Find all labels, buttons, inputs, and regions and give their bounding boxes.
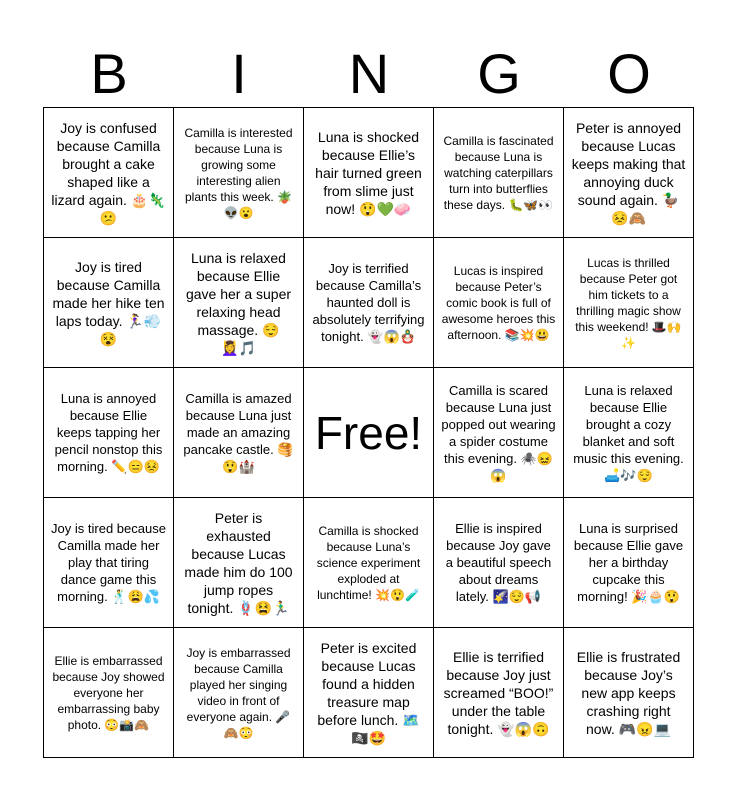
bingo-cell[interactable]: [174, 238, 304, 368]
bingo-cell-text: Joy is embarrassed because Camilla played her singing video in front of everyone again. 🎤🙈😳: [186, 645, 291, 740]
bingo-cell[interactable]: [44, 498, 174, 628]
bingo-cell-text: Joy is terrified because Camilla’s haunted doll is absolutely terrifying tonight. 👻😱🪆: [312, 261, 425, 344]
bingo-cell-text: Luna is relaxed because Ellie brought a cozy blanket and soft music this evening. 🛋️🎶😌: [573, 382, 684, 483]
bingo-cell[interactable]: [434, 238, 564, 368]
header-letter-g: G: [477, 42, 521, 105]
header-letter-b: B: [90, 42, 128, 105]
bingo-cell-text: Luna is relaxed because Ellie gave her a super relaxing head massage. 😌💆‍♀️🎵: [185, 249, 292, 356]
bingo-card-grid: [43, 107, 694, 758]
bingo-cell-text: Camilla is scared because Luna just popped out wearing a spider costume this evening. 🕷️😖😱: [441, 382, 556, 483]
bingo-cell[interactable]: [44, 108, 174, 238]
bingo-cell[interactable]: [304, 628, 434, 758]
bingo-cell[interactable]: [564, 498, 694, 628]
bingo-cell-text: Ellie is terrified because Joy just screamed “BOO!” under the table tonight. 👻😱🙃: [443, 648, 554, 737]
bingo-cell-text: Camilla is shocked because Luna’s science experiment exploded at lunchtime! 💥😲🧪: [316, 523, 421, 602]
bingo-cell-text: Joy is tired because Camilla made her play that tiring dance game this morning. 🕺😩💦: [51, 521, 166, 604]
bingo-cell[interactable]: [304, 238, 434, 368]
bingo-cell-text: Ellie is embarrassed because Joy showed everyone her embarrassing baby photo. 😳📸🙈: [52, 653, 165, 732]
bingo-cell-text: Luna is surprised because Ellie gave her a birthday cupcake this morning! 🎉🧁😲: [573, 521, 684, 604]
bingo-cell[interactable]: [44, 628, 174, 758]
bingo-cell[interactable]: [304, 108, 434, 238]
bingo-cell[interactable]: [434, 628, 564, 758]
free-space[interactable]: [304, 368, 434, 498]
header-letter-i: I: [231, 42, 247, 105]
bingo-cell-text: Peter is excited because Lucas found a hidden treasure map before lunch. 🗺️🏴‍☠️🤩: [317, 639, 420, 746]
bingo-cell-text: Lucas is inspired because Peter’s comic book is full of awesome heroes this afternoon. 📚💥😃: [441, 263, 556, 342]
bingo-cell-text: Camilla is amazed because Luna just made an amazing pancake castle. 🥞😲🏰: [183, 391, 294, 474]
free-space-label: Free!: [314, 406, 423, 459]
bingo-cell-text: Joy is tired because Camilla made her hike ten laps today. 🏃‍♀️💨😵: [52, 258, 165, 347]
bingo-cell[interactable]: [174, 498, 304, 628]
bingo-cell-text: Camilla is interested because Luna is growing some interesting alien plants this week. 🪴👽😮: [184, 125, 293, 220]
bingo-cell[interactable]: [564, 368, 694, 498]
bingo-cell[interactable]: [434, 498, 564, 628]
bingo-cell[interactable]: [564, 108, 694, 238]
bingo-cell[interactable]: [564, 628, 694, 758]
bingo-cell-text: Camilla is fascinated because Luna is watching caterpillars turn into butterflies these days. 🐛🦋👀: [443, 133, 554, 212]
bingo-cell[interactable]: [434, 368, 564, 498]
bingo-cell[interactable]: [434, 108, 564, 238]
bingo-cell[interactable]: [174, 108, 304, 238]
bingo-cell-text: Luna is annoyed because Ellie keeps tapping her pencil nonstop this morning. ✏️😑😣: [54, 391, 163, 474]
bingo-cell-text: Luna is shocked because Ellie’s hair turned green from slime just now! 😲💚🧼: [315, 128, 422, 217]
bingo-cell-text: Joy is confused because Camilla brought a cake shaped like a lizard again. 🎂🦎😕: [51, 119, 166, 226]
bingo-cell[interactable]: [174, 368, 304, 498]
bingo-cell-text: Peter is annoyed because Lucas keeps making that annoying duck sound again. 🦆😣🙈: [571, 119, 686, 226]
header-letter-n: N: [348, 42, 390, 105]
bingo-cell[interactable]: [44, 238, 174, 368]
bingo-cell-text: Peter is exhausted because Lucas made him do 100 jump ropes tonight. 🪢😫🏃‍♂️: [184, 509, 293, 616]
bingo-cell-text: Ellie is frustrated because Joy’s new app keeps crashing right now. 🎮😠💻: [576, 648, 681, 737]
bingo-cell[interactable]: [304, 498, 434, 628]
bingo-cell-text: Lucas is thrilled because Peter got him tickets to a thrilling magic show this weekend! 🎩🙌✨: [575, 255, 682, 350]
bingo-cell-text: Ellie is inspired because Joy gave a beautiful speech about dreams lately. 🌠😌📢: [445, 521, 552, 604]
bingo-cell[interactable]: [174, 628, 304, 758]
bingo-header: [44, 40, 694, 108]
bingo-cell[interactable]: [44, 368, 174, 498]
bingo-cell[interactable]: [564, 238, 694, 368]
header-letter-o: O: [607, 42, 651, 105]
